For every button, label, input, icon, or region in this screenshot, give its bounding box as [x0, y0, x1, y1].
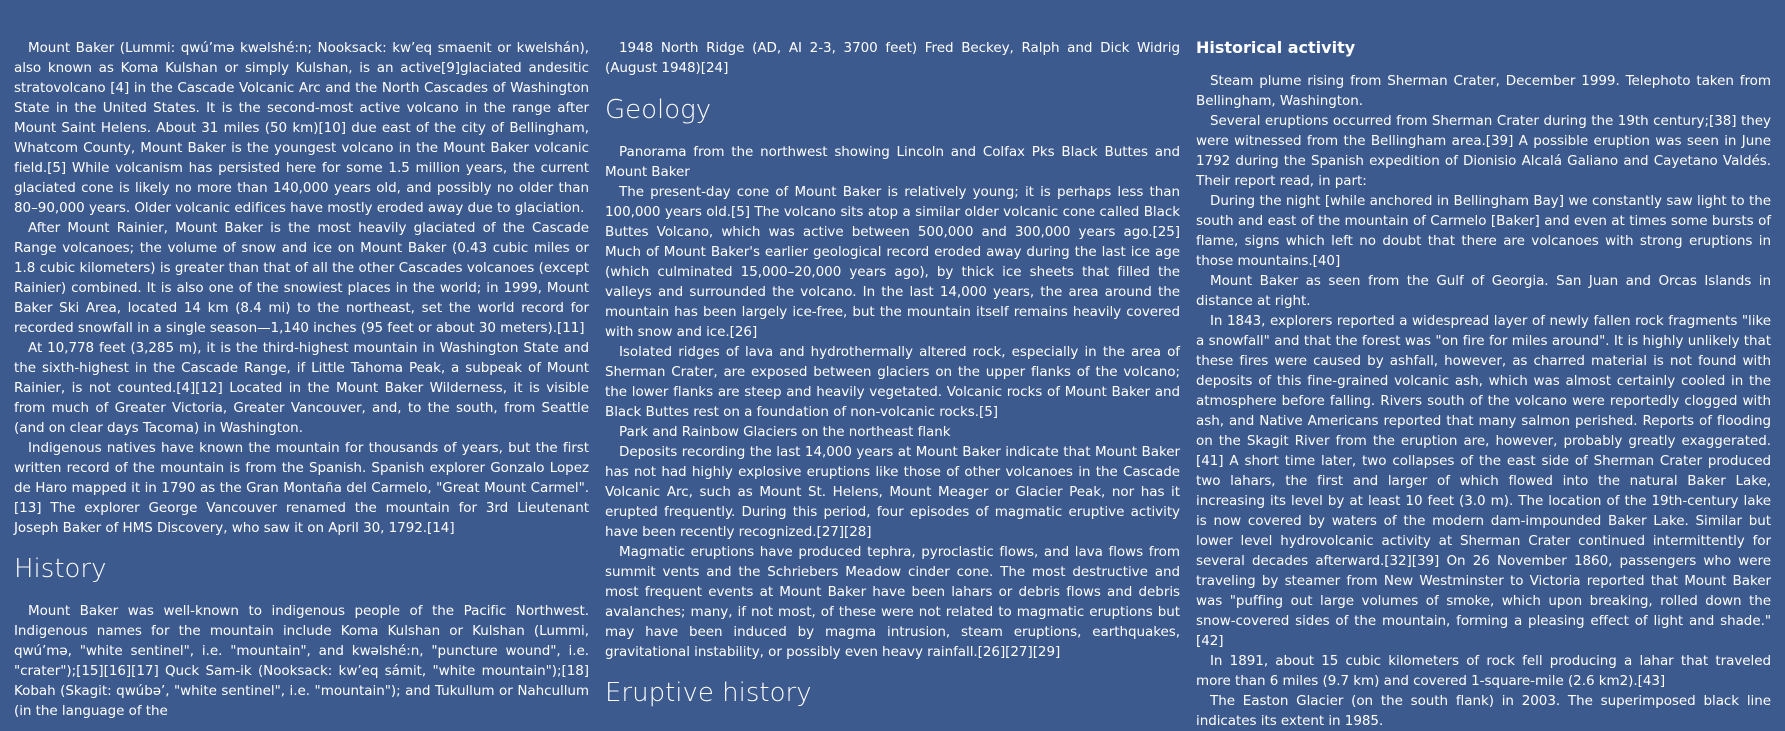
naming-paragraph: Indigenous natives have known the mountain for thousands of years, but the first written record of the mountain is from the Spanish. Spanish explorer Gonzalo Lopez de Haro mapped it in 1790 as the Gran Montaña del Carmelo, "Great Mount Carmel".[13] The explorer George Vancouver renamed the mountain for 3rd Lieutenant Joseph Baker of HMS Discovery, who saw it on April 30, 1792.[14] [14, 440, 589, 536]
geology-heading: Geology [605, 95, 712, 125]
easton-glacier-caption: The Easton Glacier (on the south flank) in 2003. The superimposed black line indicates its extent in 1985. [1196, 693, 1771, 729]
history-paragraph: Mount Baker was well-known to indigenous people of the Pacific Northwest. Indigenous names for the mountain include Koma Kulshan or Kulshan (Lummi, qwú’mə, "white sentinel", i.e. "mountain", and kwəlshé:n, "puncture wound", i.e. "crater");[15][16][17] Quck Sam-ik (Nooksack: kw’eq sámit, "white mountain");[18] Kobah (Skagit: qwúbə’, "white sentinel", i.e. "mountain"); and Tukullum or Nahcullum (in the language of the [14, 603, 589, 719]
1843-paragraph: In 1843, explorers reported a widespread layer of newly fallen rock fragments "like a snowfall" and that the forest was "on fire for miles around". It is highly unlikely that these fires were caused by ashfall, however, as charred material is not found with deposits of this fine-grained volcanic ash, which was almost certainly cooled in the atmosphere before falling. Rivers south of the volcano were reportedly clogged with ash, and Native Americans reported that many salmon perished. Reports of flooding on the Skagit River from the eruption are, however, probably greatly exaggerated.[41] A short time later, two collapses of the east side of Sherman Crater produced two lahars, the first and larger of which flowed into the natural Baker Lake, increasing its level by at least 10 feet (3.0 m). The location of the 19th-century lake is now covered by waters of the modern dam-impounded Baker Lake. Similar but lower level hydrovolcanic activity at Sherman Crater continued intermittently for several decades afterward.[32][39] On 26 November 1860, passengers who were traveling by steamer from New Westminster to Victoria reported that Mount Baker was "puffing out large volumes of smoke, which upon breaking, rolled down the snow-covered sides of the mountain, forming a pleasing effect of light and shade."[42] [1196, 313, 1771, 649]
elevation-paragraph: At 10,778 feet (3,285 m), it is the third-highest mountain in Washington State and the sixth-highest in the Cascade Range, if Little Tahoma Peak, a subpeak of Mount Rainier, is not counted.[4][12] Located in the Mount Baker Wilderness, it is visible from much of Greater Victoria, Greater Vancouver, and, to the south, from Seattle (and on clear days Tacoma) in Washington. [14, 340, 589, 436]
history-heading: History [14, 554, 107, 584]
deposits-paragraph: Deposits recording the last 14,000 years at Mount Baker indicate that Mount Baker has not had highly explosive eruptions like those of other volcanoes in the Cascade Volcanic Arc, such as Mount St. Helens, Mount Meager or Glacier Peak, nor has it erupted frequently. During this period, four episodes of magmatic eruptive activity have been recently recognized.[27][28] [605, 444, 1180, 540]
column-right [1196, 0, 1771, 729]
intro-paragraph: Mount Baker (Lummi: qwú’mə kwəlshé:n; Nooksack: kw’eq smaenit or kwelshán), also known as Koma Kulshan or simply Kulshan, is an active[9]glaciated andesitic stratovolcano [4] in the Cascade Volcanic Arc and the North Cascades of Washington State in the United States. It is the second-most active volcano in the range after Mount Saint Helens. About 31 miles (50 km)[10] due east of the city of Bellingham, Whatcom County, Mount Baker is the youngest volcano in the Mount Baker volcanic field.[5] While volcanism has persisted here for some 1.5 million years, the current glaciated cone is likely no more than 140,000 years old, and possibly no older than 80–90,000 years. Older volcanic edifices have mostly eroded away due to glaciation. [14, 40, 589, 216]
eruptions-paragraph: Magmatic eruptions have produced tephra, pyroclastic flows, and lava flows from summit vents and the Schriebers Meadow cinder cone. The most destructive and most frequent events at Mount Baker have been lahars or debris flows and debris avalanches; many, if not most, of these were not related to magmatic eruptions but may have been induced by magma intrusion, steam eruptions, earthquakes, gravitational instability, or possibly even heavy rainfall.[26][27][29] [605, 544, 1180, 660]
ascent-paragraph: 1948 North Ridge (AD, AI 2-3, 3700 feet) Fred Beckey, Ralph and Dick Widrig (August 1948)[24] [605, 40, 1180, 76]
ridges-paragraph: Isolated ridges of lava and hydrothermally altered rock, especially in the area of Sherman Crater, are exposed between glaciers on the upper flanks of the volcano; the lower flanks are steep and heavily vegetated. Volcanic rocks of Mount Baker and Black Buttes rest on a foundation of non-volcanic rocks.[5] [605, 344, 1180, 420]
panorama-caption: Panorama from the northwest showing Lincoln and Colfax Pks Black Buttes and Mount Baker [605, 144, 1180, 180]
nineteenth-century-paragraph: Several eruptions occurred from Sherman Crater during the 19th century;[38] they were witnessed from the Bellingham area.[39] A possible eruption was seen in June 1792 during the Spanish expedition of Dionisio Alcalá Galiano and Cayetano Valdés. Their report read, in part: [1196, 113, 1771, 189]
steam-plume-caption: Steam plume rising from Sherman Crater, December 1999. Telephoto taken from Bellingham, Washington. [1196, 73, 1771, 109]
cone-age-paragraph: The present-day cone of Mount Baker is relatively young; it is perhaps less than 100,000 years old.[5] The volcano sits atop a similar older volcanic cone called Black Buttes Volcano, which was active between 500,000 and 300,000 years ago.[25] Much of Mount Baker's earlier geological record eroded away during the last ice age (which culminated 15,000–20,000 years ago), by thick ice sheets that filled the valleys and surrounded the volcano. In the last 14,000 years, the area around the mountain has been largely ice-free, but the mountain itself remains heavily covered with snow and ice.[26] [605, 184, 1180, 340]
glaciation-paragraph: After Mount Rainier, Mount Baker is the most heavily glaciated of the Cascade Range volcanoes; the volume of snow and ice on Mount Baker (0.43 cubic miles or 1.8 cubic kilometers) is greater than that of all the other Cascades volcanoes (except Rainier) combined. It is also one of the snowiest places in the world; in 1999, Mount Baker Ski Area, located 14 km (8.4 mi) to the northeast, set the world record for recorded snowfall in a single season—1,140 inches (95 feet or about 30 meters).[11] [14, 220, 589, 336]
historical-activity-heading: Historical activity [1196, 38, 1356, 57]
glaciers-caption: Park and Rainbow Glaciers on the northeast flank [619, 424, 951, 440]
eruptive-history-heading: Eruptive history [605, 678, 812, 708]
gulf-caption: Mount Baker as seen from the Gulf of Georgia. San Juan and Orcas Islands in distance at right. [1196, 273, 1771, 309]
expedition-quote: During the night [while anchored in Bellingham Bay] we constantly saw light to the south and east of the mountain of Carmelo [Baker] and even at times some bursts of flame, signs which left no doubt that there are volcanoes with strong eruptions in those mountains.[40] [1196, 193, 1771, 269]
column-left [14, 0, 589, 719]
1891-paragraph: In 1891, about 15 cubic kilometers of rock fell producing a lahar that traveled more than 6 miles (9.7 km) and covered 1-square-mile (2.6 km2).[43] [1196, 653, 1771, 689]
column-middle [605, 0, 1180, 715]
